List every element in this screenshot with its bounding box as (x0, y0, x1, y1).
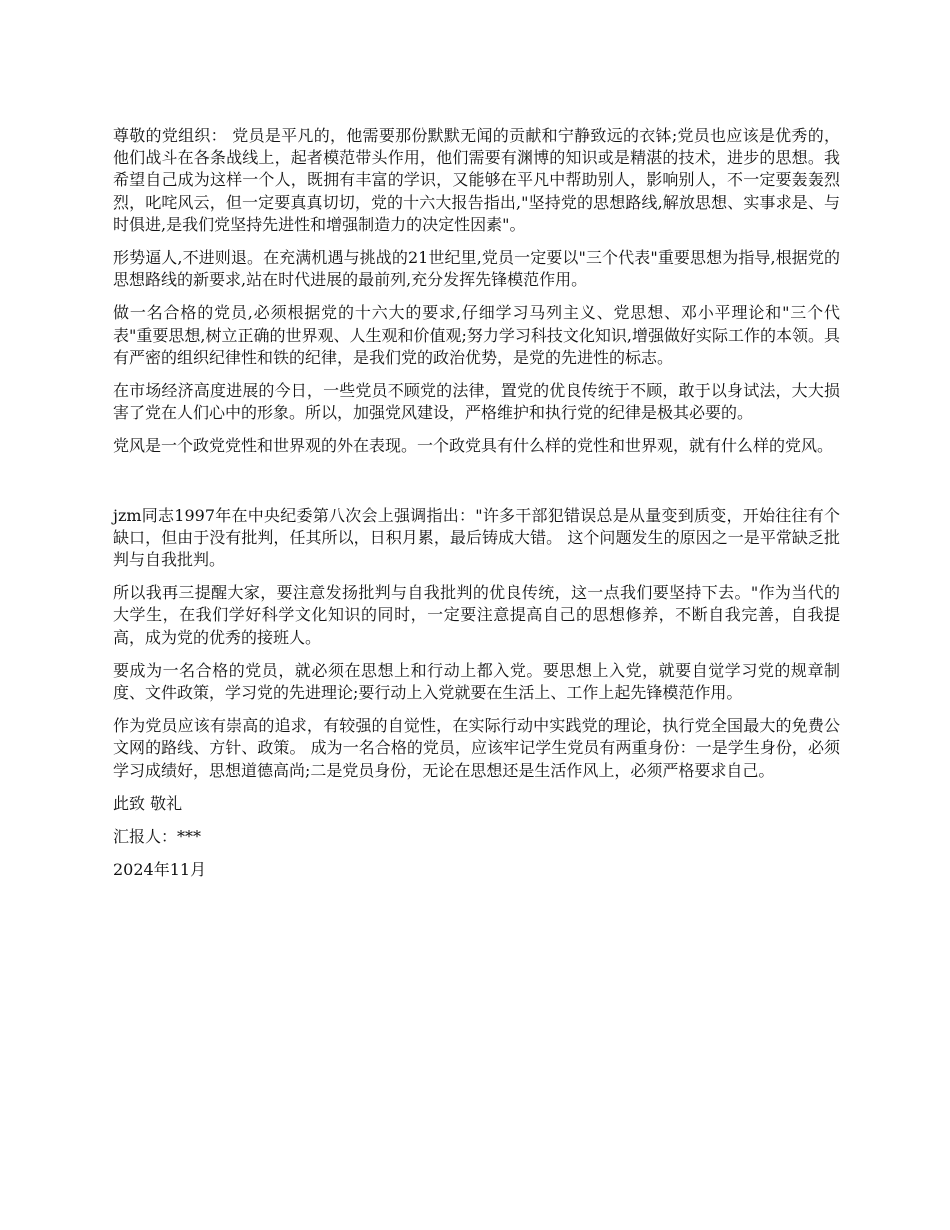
date-line: 2024年11月 (113, 860, 207, 880)
section-gap (113, 469, 840, 505)
paragraph-market-economy: 在市场经济高度进展的今日，一些党员不顾党的法律，置党的优良传统于不顾，敢于以身试法，大大损害了党在人们心中的形象。所以，加强党风建设，严格维护和执行党的纪律是极其必要的。 (113, 381, 840, 423)
reporter-line: 汇报人：*** (113, 827, 202, 847)
paragraph-situation: 形势逼人,不进则退。在充满机遇与挑战的21世纪里,党员一定要以"三个代表"重要思想为指导,根据党的思想路线的新要求,站在时代进展的最前列,充分发挥先锋模范作用。 (113, 248, 840, 290)
paragraph-qualified-member: 做一名合格的党员,必须根据党的十六大的要求,仔细学习马列主义、党思想、邓小平理论和"三个代表"重要思想,树立正确的世界观、人生观和价值观;努力学习科技文化知识,增强做好实际工作的本领。具有严密的组织纪律性和铁的纪律，是我们党的政治优势，是党的先进性的标志。 (113, 303, 840, 367)
paragraph-reminder: 所以我再三提醒大家，要注意发扬批判与自我批判的优良传统，这一点我们要坚持下去。"作为当代的大学生，在我们学好科学文化知识的同时，一定要注意提高自己的思想修养，不断自我完善，自我提高，成为党的优秀的接班人。 (113, 583, 840, 647)
paragraph-pursuit: 作为党员应该有崇高的追求，有较强的自觉性，在实际行动中实践党的理论，执行党全国最大的免费公文网的路线、方针、政策。 成为一名合格的党员，应该牢记学生党员有两重身份：一是学生身份，必须学习成绩好，思想道德高尚;二是党员身份，无论在思想还是生活作风上，必须严格要求自己。 (113, 716, 840, 780)
paragraph-salutation-intro: 尊敬的党组织： 党员是平凡的，他需要那份默默无闻的贡献和宁静致远的衣钵;党员也应该是优秀的，他们战斗在各条战线上，起者模范带头作用，他们需要有渊博的知识或是精湛的技术，进步的思想。我希望自己成为这样一个人，既拥有丰富的学识，又能够在平凡中帮助别人，影响别人，不一定要轰轰烈烈，叱咤风云，但一定要真真切切，党的十六大报告指出,"坚持党的思想路线,解放思想、实事求是、与时俱进,是我们党坚持先进性和增强制造力的决定性因素"。 (113, 126, 840, 234)
document-page (113, 125, 840, 892)
paragraph-party-style: 党风是一个政党党性和世界观的外在表现。一个政党具有什么样的党性和世界观，就有什么样的党风。 (113, 436, 834, 456)
paragraph-quote: jzm同志1997年在中央纪委第八次会上强调指出："许多干部犯错误总是从量变到质变，开始往往有个缺口，但由于没有批判，任其所以，日积月累，最后铸成大错。 这个问题发生的原因之一是平常缺乏批判与自我批判。 (113, 505, 840, 570)
closing-salute: 此致 敬礼 (113, 793, 183, 813)
paragraph-join-party: 要成为一名合格的党员，就必须在思想上和行动上都入党。要思想上入党，就要自觉学习党的规章制度、文件政策，学习党的先进理论;要行动上入党就要在生活上、工作上起先锋模范作用。 (113, 660, 840, 703)
